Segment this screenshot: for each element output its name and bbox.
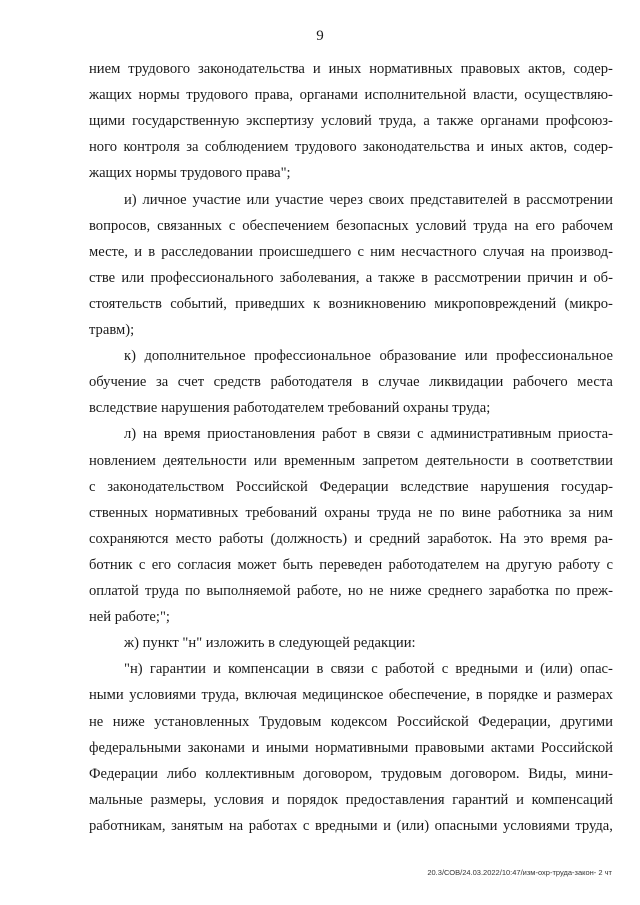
text-line: ней работе;"; <box>89 609 170 626</box>
text-line: новлением деятельности или временным запретом деятельности в соответствии <box>89 452 613 469</box>
text-line: обучение за счет средств работодателя в случае ликвидации рабочего места <box>89 374 613 391</box>
text-line: к) дополнительное профессиональное образование или профессиональное <box>124 348 613 365</box>
text-line: не ниже установленных Трудовым кодексом Российской Федерации, другими <box>89 713 613 730</box>
text-line: с законодательством Российской Федерации вследствие нарушения государ- <box>89 478 613 495</box>
text-line: травм); <box>89 322 135 338</box>
text-line: щими государственную экспертизу условий труда, а также органами профсоюз- <box>89 113 613 130</box>
text-line: мальные размеры, условия и порядок предоставления гарантий и компенсаций <box>89 791 613 808</box>
page-number: 9 <box>316 28 324 44</box>
text-line: работникам, занятым на работах с вредными и (или) опасными условиями труда, <box>89 817 613 834</box>
text-line: ственных нормативных требований охраны труда не по вине работника за ним <box>89 504 613 521</box>
text-line: нием трудового законодательства и иных нормативных правовых актов, содер- <box>89 61 613 77</box>
text-line: ботник с его согласия может быть переведен работодателем на другую работу с <box>89 556 613 573</box>
text-line: ного контроля за соблюдением трудового законодательства и иных актов, содер- <box>89 139 613 156</box>
text-line: стоятельств событий, приведших к возникновению микроповреждений (микро- <box>89 295 613 312</box>
text-line: Федерации либо коллективным договором, трудовым договором. Виды, мини- <box>89 765 613 782</box>
text-line: л) на время приостановления работ в связи с административным приоста- <box>124 426 613 443</box>
document-footer: 20.3/СОВ/24.03.2022/10:47/изм-охр-труда-закон- 2 чт <box>427 868 612 877</box>
text-line: жащих нормы трудового права"; <box>89 165 291 182</box>
text-line: сохраняются место работы (должность) и средний заработок. На это время ра- <box>89 530 613 547</box>
text-line: "н) гарантии и компенсации в связи с работой с вредными и (или) опас- <box>124 661 613 678</box>
text-line: ж) пункт "н" изложить в следующей редакции: <box>124 635 416 652</box>
text-line: ными условиями труда, включая медицинское обеспечение, в порядке и размерах <box>89 687 613 704</box>
text-line: и) личное участие или участие через своих представителей в рассмотрении <box>124 191 613 208</box>
text-line: вследствие нарушения работодателем требований охраны труда; <box>89 400 491 417</box>
text-line: федеральными законами и иными нормативными правовыми актами Российской <box>89 739 613 756</box>
text-line: стве или профессионального заболевания, а также в рассмотрении причин и об- <box>89 269 613 286</box>
text-line: оплатой труда по выполняемой работе, но не ниже среднего заработка по преж- <box>89 583 613 599</box>
text-line: месте, и в расследовании происшедшего с ним несчастного случая на производ- <box>89 243 613 260</box>
text-line: жащих нормы трудового права, органами исполнительной власти, осуществляю- <box>89 87 613 104</box>
text-line: вопросов, связанных с обеспечением безопасных условий труда на его рабочем <box>89 217 613 234</box>
